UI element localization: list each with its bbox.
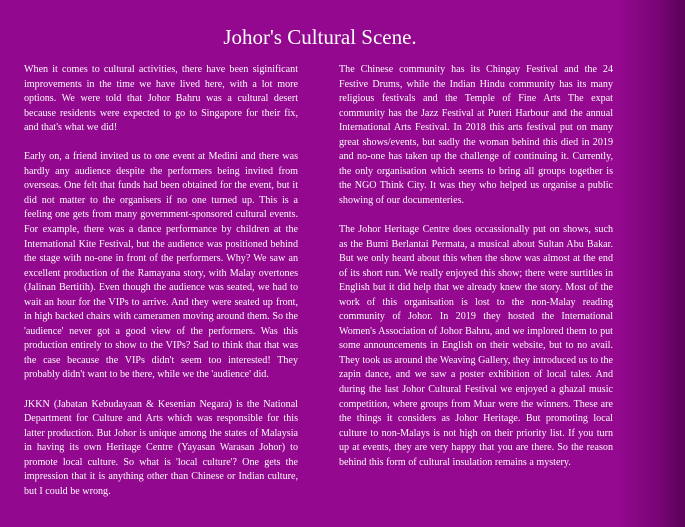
right-column bbox=[339, 63, 613, 485]
paragraph: Early on, a friend invited us to one event at Medini and there was hardly any audience despite the performers being invited from overseas. One felt that funds had been obtained for the event, but it did not matter to the organisers if no one turned up. This is a feeling one gets from many government-sponsored cultural events. For example, there was a dance performance by children at the International Kite Festival, but the audience was positioned behind the stage with no-one in front of the performers. Why? We saw an excellent production of the Ramayana story, with Malay overtones (Jalinan Bertitih). Even though the audience was seated, we had to wait an hour for the VIPs to arrive. And they were seated up front, in high backed chairs with cameramen moving around them. So the 'audience' never got a good view of the performers. Was this production entirely to show to the VIPs? Sad to think that that was the case because the VIPs didn't seem too interested! They probably didn't want to be there, while we the 'audience' did. bbox=[24, 151, 298, 381]
left-column bbox=[24, 63, 298, 514]
paragraph: The Johor Heritage Centre does occassionally put on shows, such as the Bumi Berlantai Permata, a musical about Sultan Abu Bakar. But we only heard about this when the show was almost at the end of its short run. We really enjoyed this show; there were surtitles in English but it did help that we already knew the story. Most of the work of this organisation is lost to the non-Malay reading community of Johor. In 2019 they hosted the International Women's Association of Johor Bahru, and we implored them to put some announcements in English on their website, but to no avail. They took us around the Weaving Gallery, they introduced us to the zapin dance, and we saw a poster exhibition of local tales. And during the last Johor Cultural Festival we enjoyed a ghazal music competition, where groups from Muar were the winners. These are the things it considers as Johor Heritage. But promoting local culture to non-Malays is not high on their priority list. If you turn up at events, they are very happy that you are there. So the reason behind this form of cultural insulation remains a mystery. bbox=[339, 224, 613, 468]
paragraph: When it comes to cultural activities, there have been siginificant improvements in the time we have lived here, with a lot more options. We were told that Johor Bahru was a cultural desert because residents were expected to go to Singapore for their fix, and that's what we did! bbox=[24, 64, 298, 134]
paragraph: JKKN (Jabatan Kebudayaan & Kesenian Negara) is the National Department for Culture and Arts which was responsible for this latter production. But Johor is unique among the states of Malaysia in having its own Heritage Centre (Yayasan Warasan Johor) to promote local culture. So what is 'local culture'? One gets the impression that it is anything other than Chinese or Indian culture, but I could be wrong. bbox=[24, 398, 298, 497]
paragraph: The Chinese community has its Chingay Festival and the 24 Festive Drums, while the Indian Hindu community has its many religious festivals and the Temple of Fine Arts The expat community has the Jazz Festival at Puteri Harbour and the annual International Arts Festival. In 2018 this arts festival put on many great shows/events, but sadly the woman behind this died in 2019 and no-one has taken up the challenge of continuing it. Currently, the only organisation which seems to bring all groups together is the NGO Think City. It was they who helped us organise a public showing of our documenteries. bbox=[339, 64, 613, 206]
page-title: Johor's Cultural Scene. bbox=[223, 25, 417, 49]
